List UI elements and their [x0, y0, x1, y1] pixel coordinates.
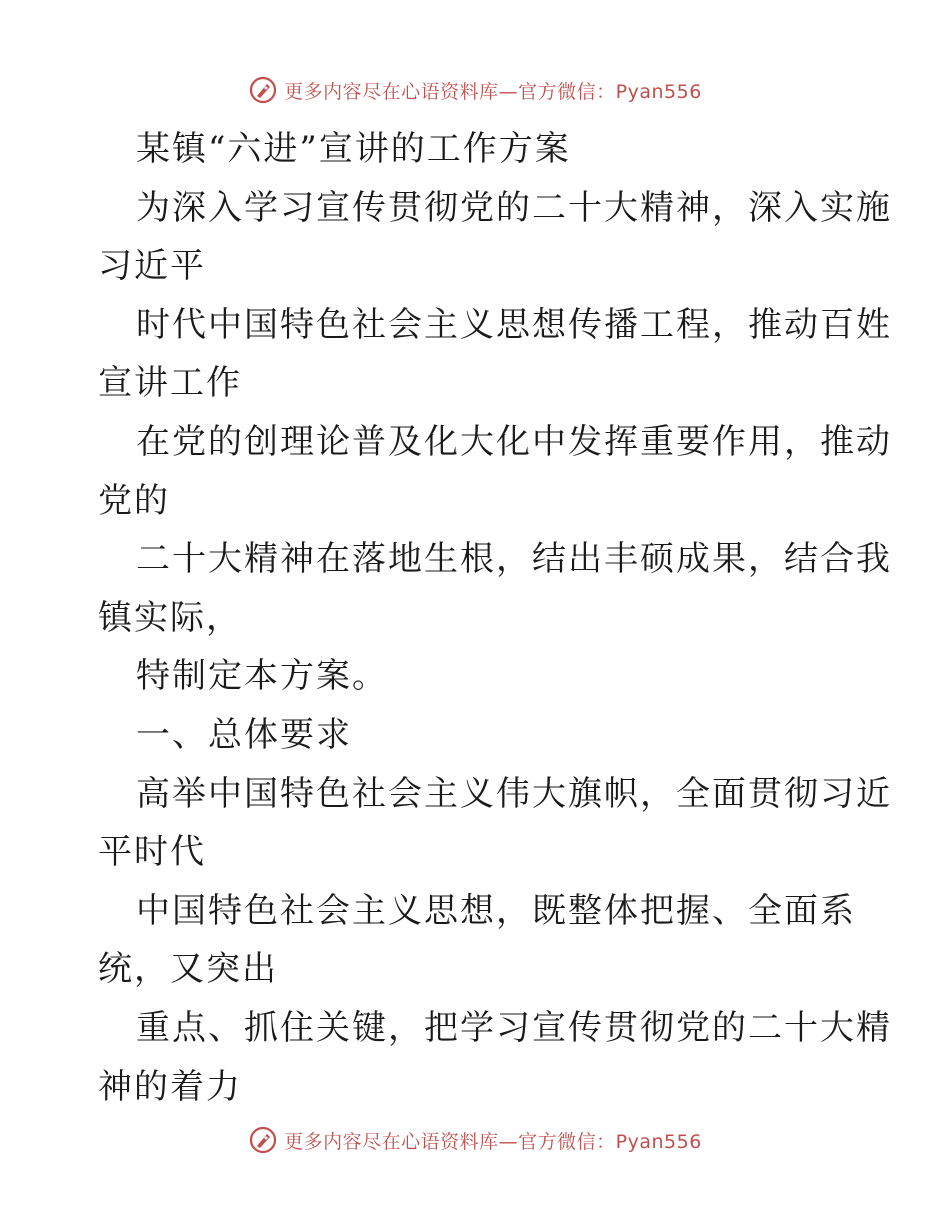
- paragraph-line: 在党的创理论普及化大化中发挥重要作用，推动: [136, 421, 892, 462]
- paragraph-line: 一、总体要求: [136, 714, 352, 755]
- paragraph-line: 为深入学习宣传贯彻党的二十大精神，深入实施: [136, 187, 892, 228]
- pen-nib-logo-icon: [248, 1125, 278, 1155]
- footer-watermark: [0, 1120, 950, 1160]
- header-watermark: [0, 70, 950, 110]
- paragraph-line: 统，又突出: [98, 949, 278, 990]
- paragraph-line: 重点、抓住关键，把学习宣传贯彻党的二十大精: [136, 1007, 892, 1048]
- paragraph-line: 镇实际，: [98, 597, 242, 638]
- paragraph-line: 特制定本方案。: [136, 656, 388, 697]
- pen-nib-logo-icon: [248, 75, 278, 105]
- paragraph-line: 宣讲工作: [98, 363, 242, 404]
- paragraph-line: 中国特色社会主义思想，既整体把握、全面系: [136, 890, 856, 931]
- watermark-text: 更多内容尽在心语资料库—官方微信：Pyan556: [284, 1130, 702, 1153]
- paragraph-line: 党的: [98, 480, 170, 521]
- paragraph-line: 神的着力: [98, 1066, 242, 1107]
- document-title: 某镇“六进”宣讲的工作方案: [136, 129, 571, 169]
- document-body: [98, 120, 892, 1116]
- paragraph-line: 平时代: [98, 832, 206, 873]
- watermark-text: 更多内容尽在心语资料库—官方微信：Pyan556: [284, 80, 702, 103]
- paragraph-line: 时代中国特色社会主义思想传播工程，推动百姓: [136, 304, 892, 345]
- paragraph-line: 二十大精神在落地生根，结出丰硕成果，结合我: [136, 539, 892, 580]
- paragraph-line: 高举中国特色社会主义伟大旗帜，全面贯彻习近: [136, 773, 892, 814]
- paragraph-line: 习近平: [98, 246, 206, 287]
